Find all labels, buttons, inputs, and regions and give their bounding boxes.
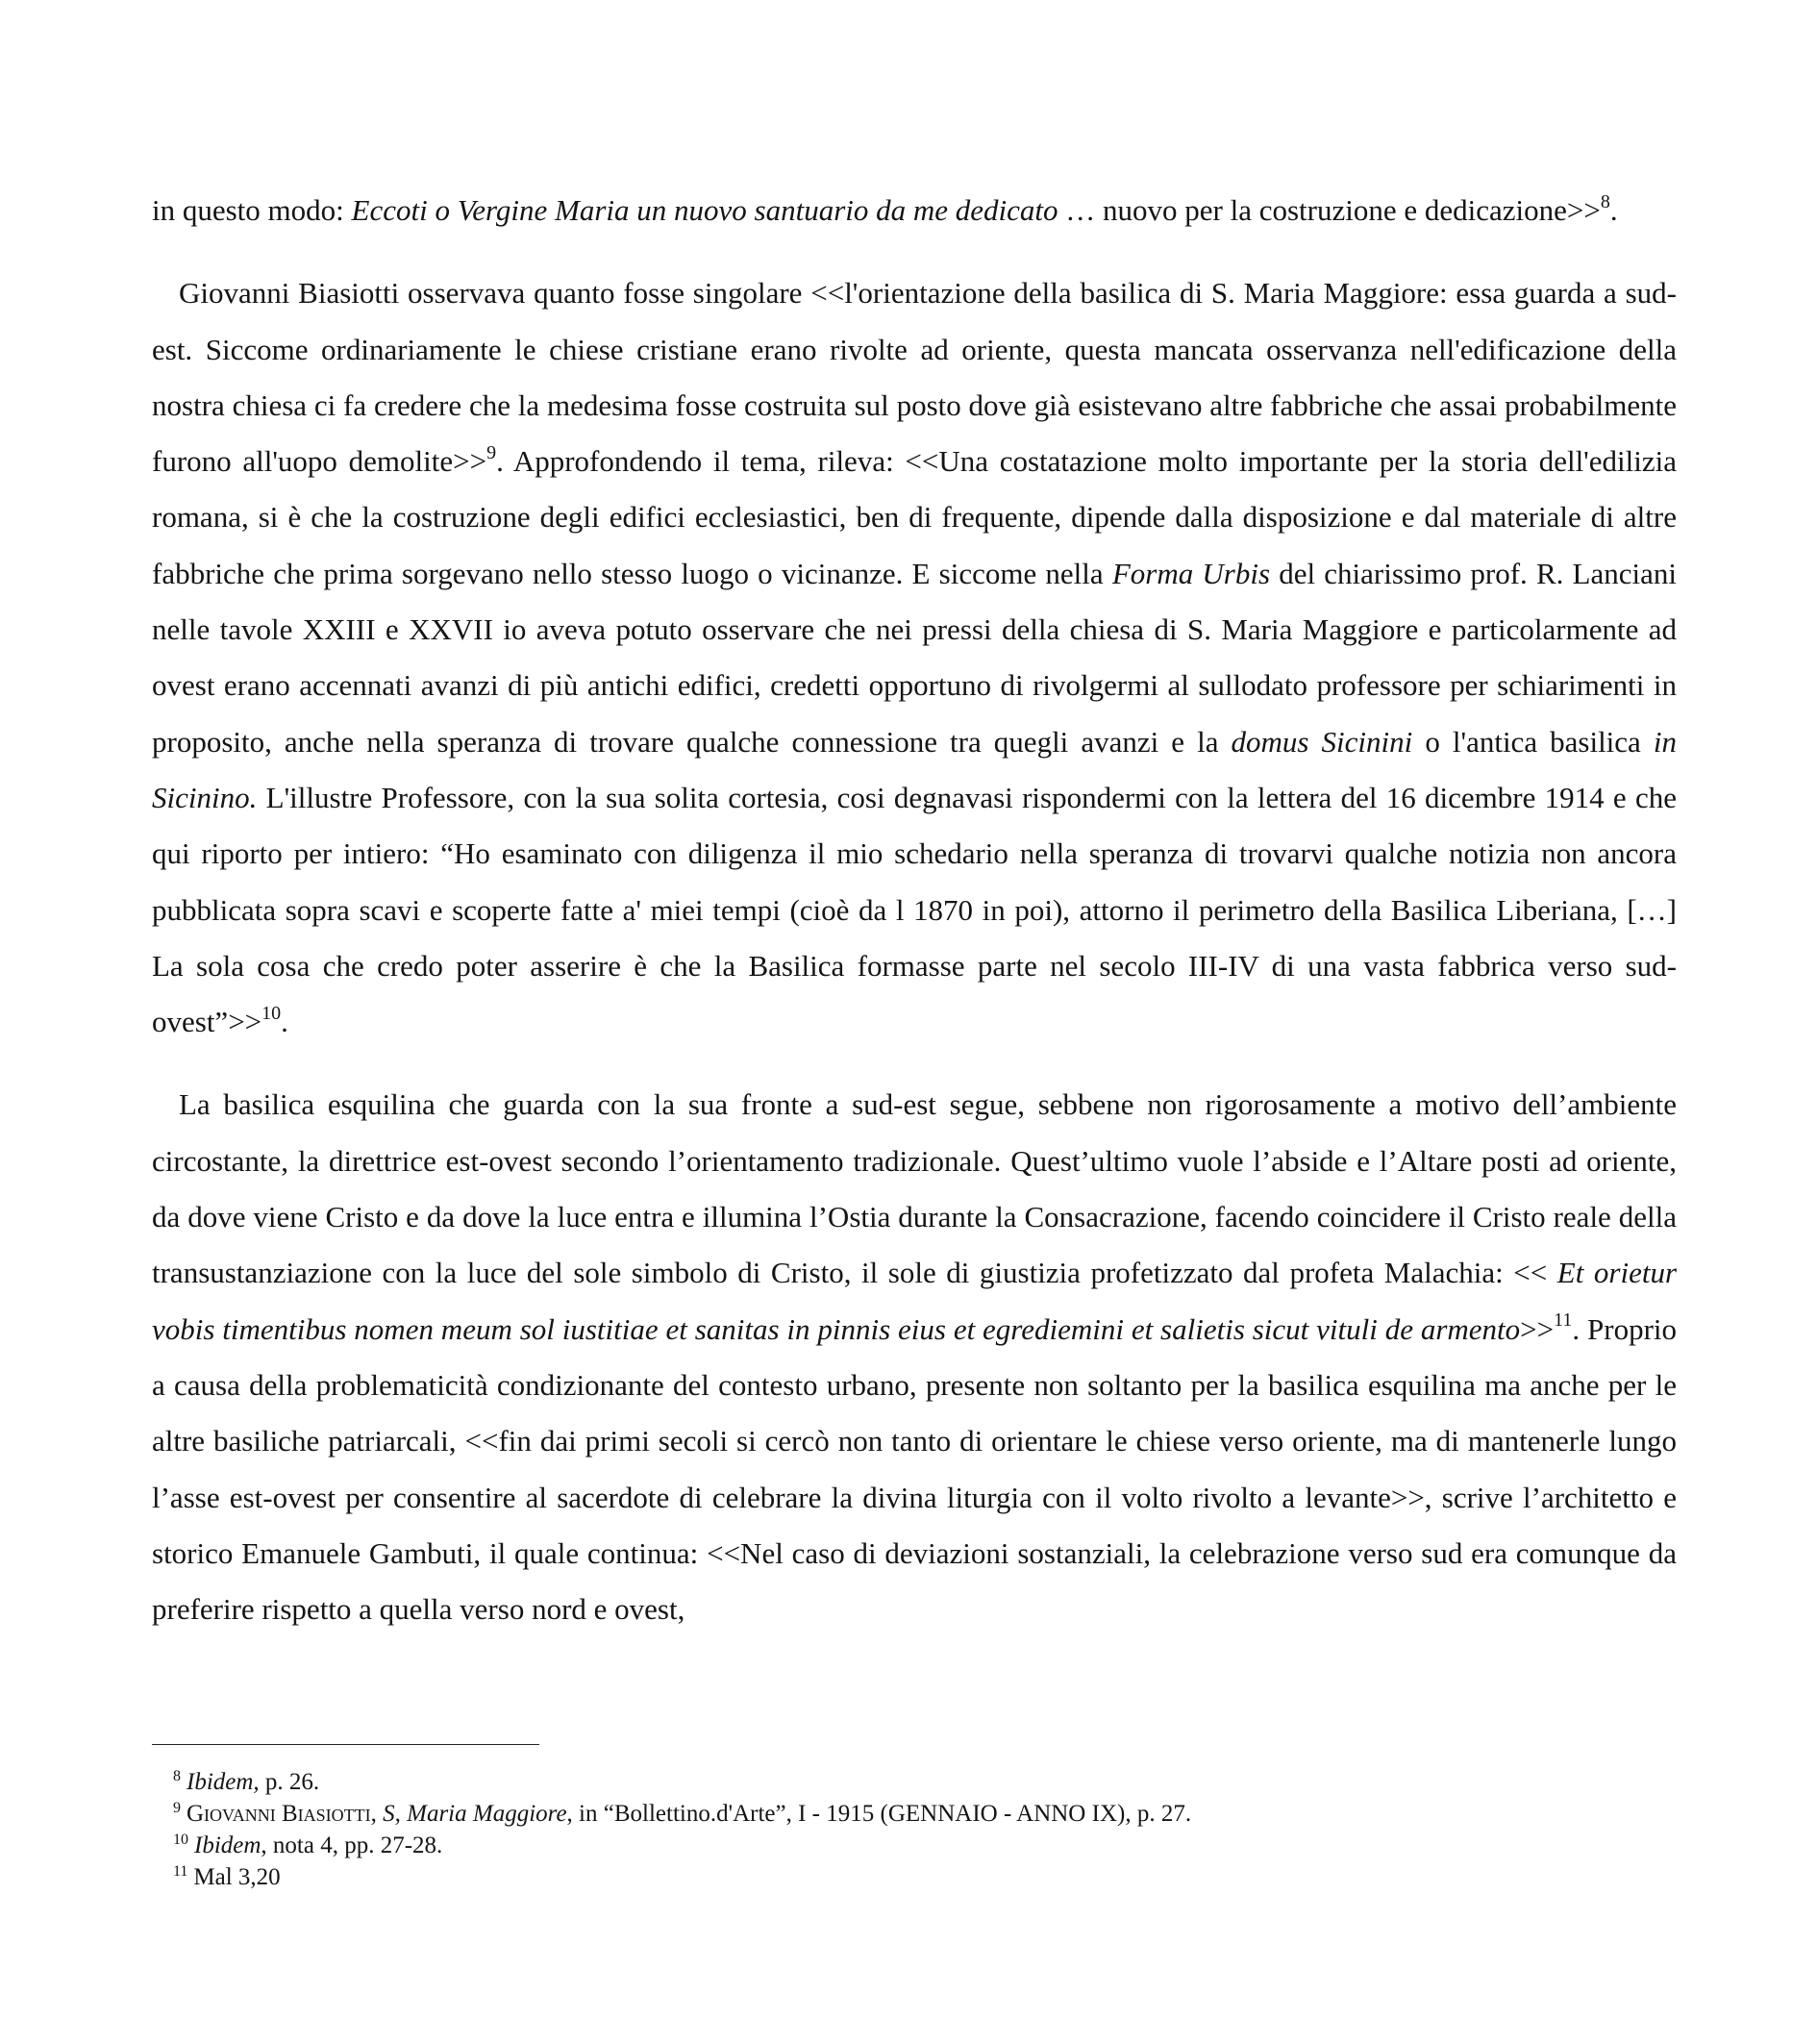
footnote-number: 8	[173, 1767, 181, 1784]
italic-quote: Et orietur vobis timentibus nomen meum sol iustitiae et sanitas in pinnis eius et egrediemini et salietis sicut vituli de armento	[152, 1256, 1678, 1346]
text-run: del chiarissimo prof. R. Lanciani nelle tavole XXIII e XXVII io aveva potuto osservare che nei pressi della chiesa di S. Maria Maggiore e particolarmente ad ovest erano accennati avanzi di più antichi edifici, credetti opportuno di rivolgermi al sullodato professore per schiarimenti in proposito, anche nella speranza di trovare qualche connessione tra quegli avanzi e la	[152, 556, 1677, 759]
footnote-author: Giovanni Biasiotti	[187, 1801, 371, 1827]
italic-title: Forma Urbis	[1111, 556, 1271, 590]
text-run: L'illustre Professore, con la sua solita cortesia, cosi degnavasi rispondermi con la lettera del 16 dicembre 1914 e che qui riporto per intiero: “Ho esaminato con diligenza il mio schedario nella speranza di trovarvi qualche notizia non ancora pubblicata sopra scavi e scoperte fatte a' miei tempi (cioè da l 1870 in poi), attorno il perimetro della Basilica Liberiana, […] La sola cosa che credo poter asserire è che la Basilica formasse parte nel secolo III-IV di una vasta fabbrica verso sud-ovest”>>	[152, 780, 1677, 1039]
footnote-text: , nota 4, pp. 27-28.	[261, 1832, 443, 1858]
footnote-9	[152, 1798, 1677, 1830]
footnote-number: 9	[173, 1799, 181, 1816]
text-run: >>	[1520, 1311, 1555, 1346]
footnote-number: 10	[173, 1831, 188, 1848]
footnote-text: , in “Bollettino.d'Arte”, I - 1915 (GENNAIO - ANNO IX), p. 27.	[566, 1801, 1192, 1827]
footnotes	[152, 1744, 1677, 1893]
text-run: .	[281, 1005, 288, 1039]
footnote-divider	[152, 1744, 539, 1745]
text-run: . Proprio a causa della problematicità condizionante del contesto urbano, presente non soltanto per la basilica esquilina ma anche per le altre basiliche patriarcali, <<fin dai primi secoli si cercò non tanto di orientare le chiese verso oriente, ma di mantenerle lungo l’asse est-ovest per consentire al sacerdote di celebrare la divina liturgia con il volto rivolto a levante>>, scrive l’architetto e storico Emanuele Gambuti, il quale continua: <<Nel caso di deviazioni sostanziali, la celebrazione verso sud era comunque da preferire rispetto a quella verso nord e ovest,	[152, 1311, 1678, 1627]
footnote-italic: Ibidem	[194, 1832, 261, 1858]
footnote-text: p. 26.	[259, 1769, 320, 1795]
paragraph-2	[152, 265, 1677, 1050]
italic-term: in Sicinino.	[152, 724, 1677, 814]
footnote-italic: S, Maria Maggiore	[383, 1801, 567, 1827]
page-body	[152, 183, 1677, 1637]
footnote-text: ,	[370, 1801, 384, 1827]
italic-quote: Eccoti o Vergine Maria un nuovo santuario da me dedicato	[351, 193, 1058, 227]
text-run: . Approfondendo il tema, rileva: <<Una costatazione molto importante per la storia dell'edilizia romana, si è che la costruzione degli edifici ecclesiastici, ben di frequente, dipende dalla disposizione e dal materiale di altre fabbriche che prima sorgevano nello stesso luogo o vicinanze. E siccome nella	[152, 444, 1677, 590]
paragraph-3	[152, 1077, 1677, 1637]
text-run: La basilica esquilina che guarda con la sua fronte a sud-est segue, sebbene non rigorosamente a motivo dell’ambiente circostante, la direttrice est-ovest secondo l’orientamento tradizionale. Quest’ultimo vuole l’abside e l’Altare posti ad oriente, da dove viene Cristo e da dove la luce entra e illumina l’Ostia durante la Consacrazione, facendo coincidere il Cristo reale della transustanziazione con la luce del sole simbolo di Cristo, il sole di giustizia profetizzato dal profeta Malachia: <<	[152, 1087, 1677, 1290]
footnote-ref-10[interactable]: 10	[261, 1002, 282, 1024]
footnote-8	[152, 1766, 1677, 1798]
footnote-ref-9[interactable]: 9	[486, 441, 497, 463]
footnote-number: 11	[173, 1862, 188, 1880]
italic-term: domus Sicinini	[1231, 724, 1413, 759]
text-run: … nuovo per la costruzione e dedicazione>>	[1058, 193, 1601, 227]
footnote-10	[152, 1830, 1677, 1861]
footnote-text: Mal 3,20	[193, 1864, 281, 1890]
text-run: o l'antica basilica	[1412, 724, 1654, 759]
footnote-ref-8[interactable]: 8	[1600, 190, 1610, 212]
footnote-11	[152, 1861, 1677, 1893]
footnote-italic: Ibidem,	[187, 1769, 260, 1795]
text-run: Giovanni Biasiotti osservava quanto fosse singolare <<l'orientazione della basilica di S. Maria Maggiore: essa guarda a sud-est. Siccome ordinariamente le chiese cristiane erano rivolte ad oriente, questa mancata osservanza nell'edificazione della nostra chiesa ci fa credere che la medesima fosse costruita sul posto dove già esistevano altre fabbriche che assai probabilmente furono all'uopo demolite>>	[152, 276, 1677, 479]
paragraph-1	[152, 183, 1677, 238]
footnote-ref-11[interactable]: 11	[1554, 1309, 1573, 1332]
text-run: .	[1609, 193, 1618, 227]
text-run: in questo modo:	[152, 193, 352, 227]
